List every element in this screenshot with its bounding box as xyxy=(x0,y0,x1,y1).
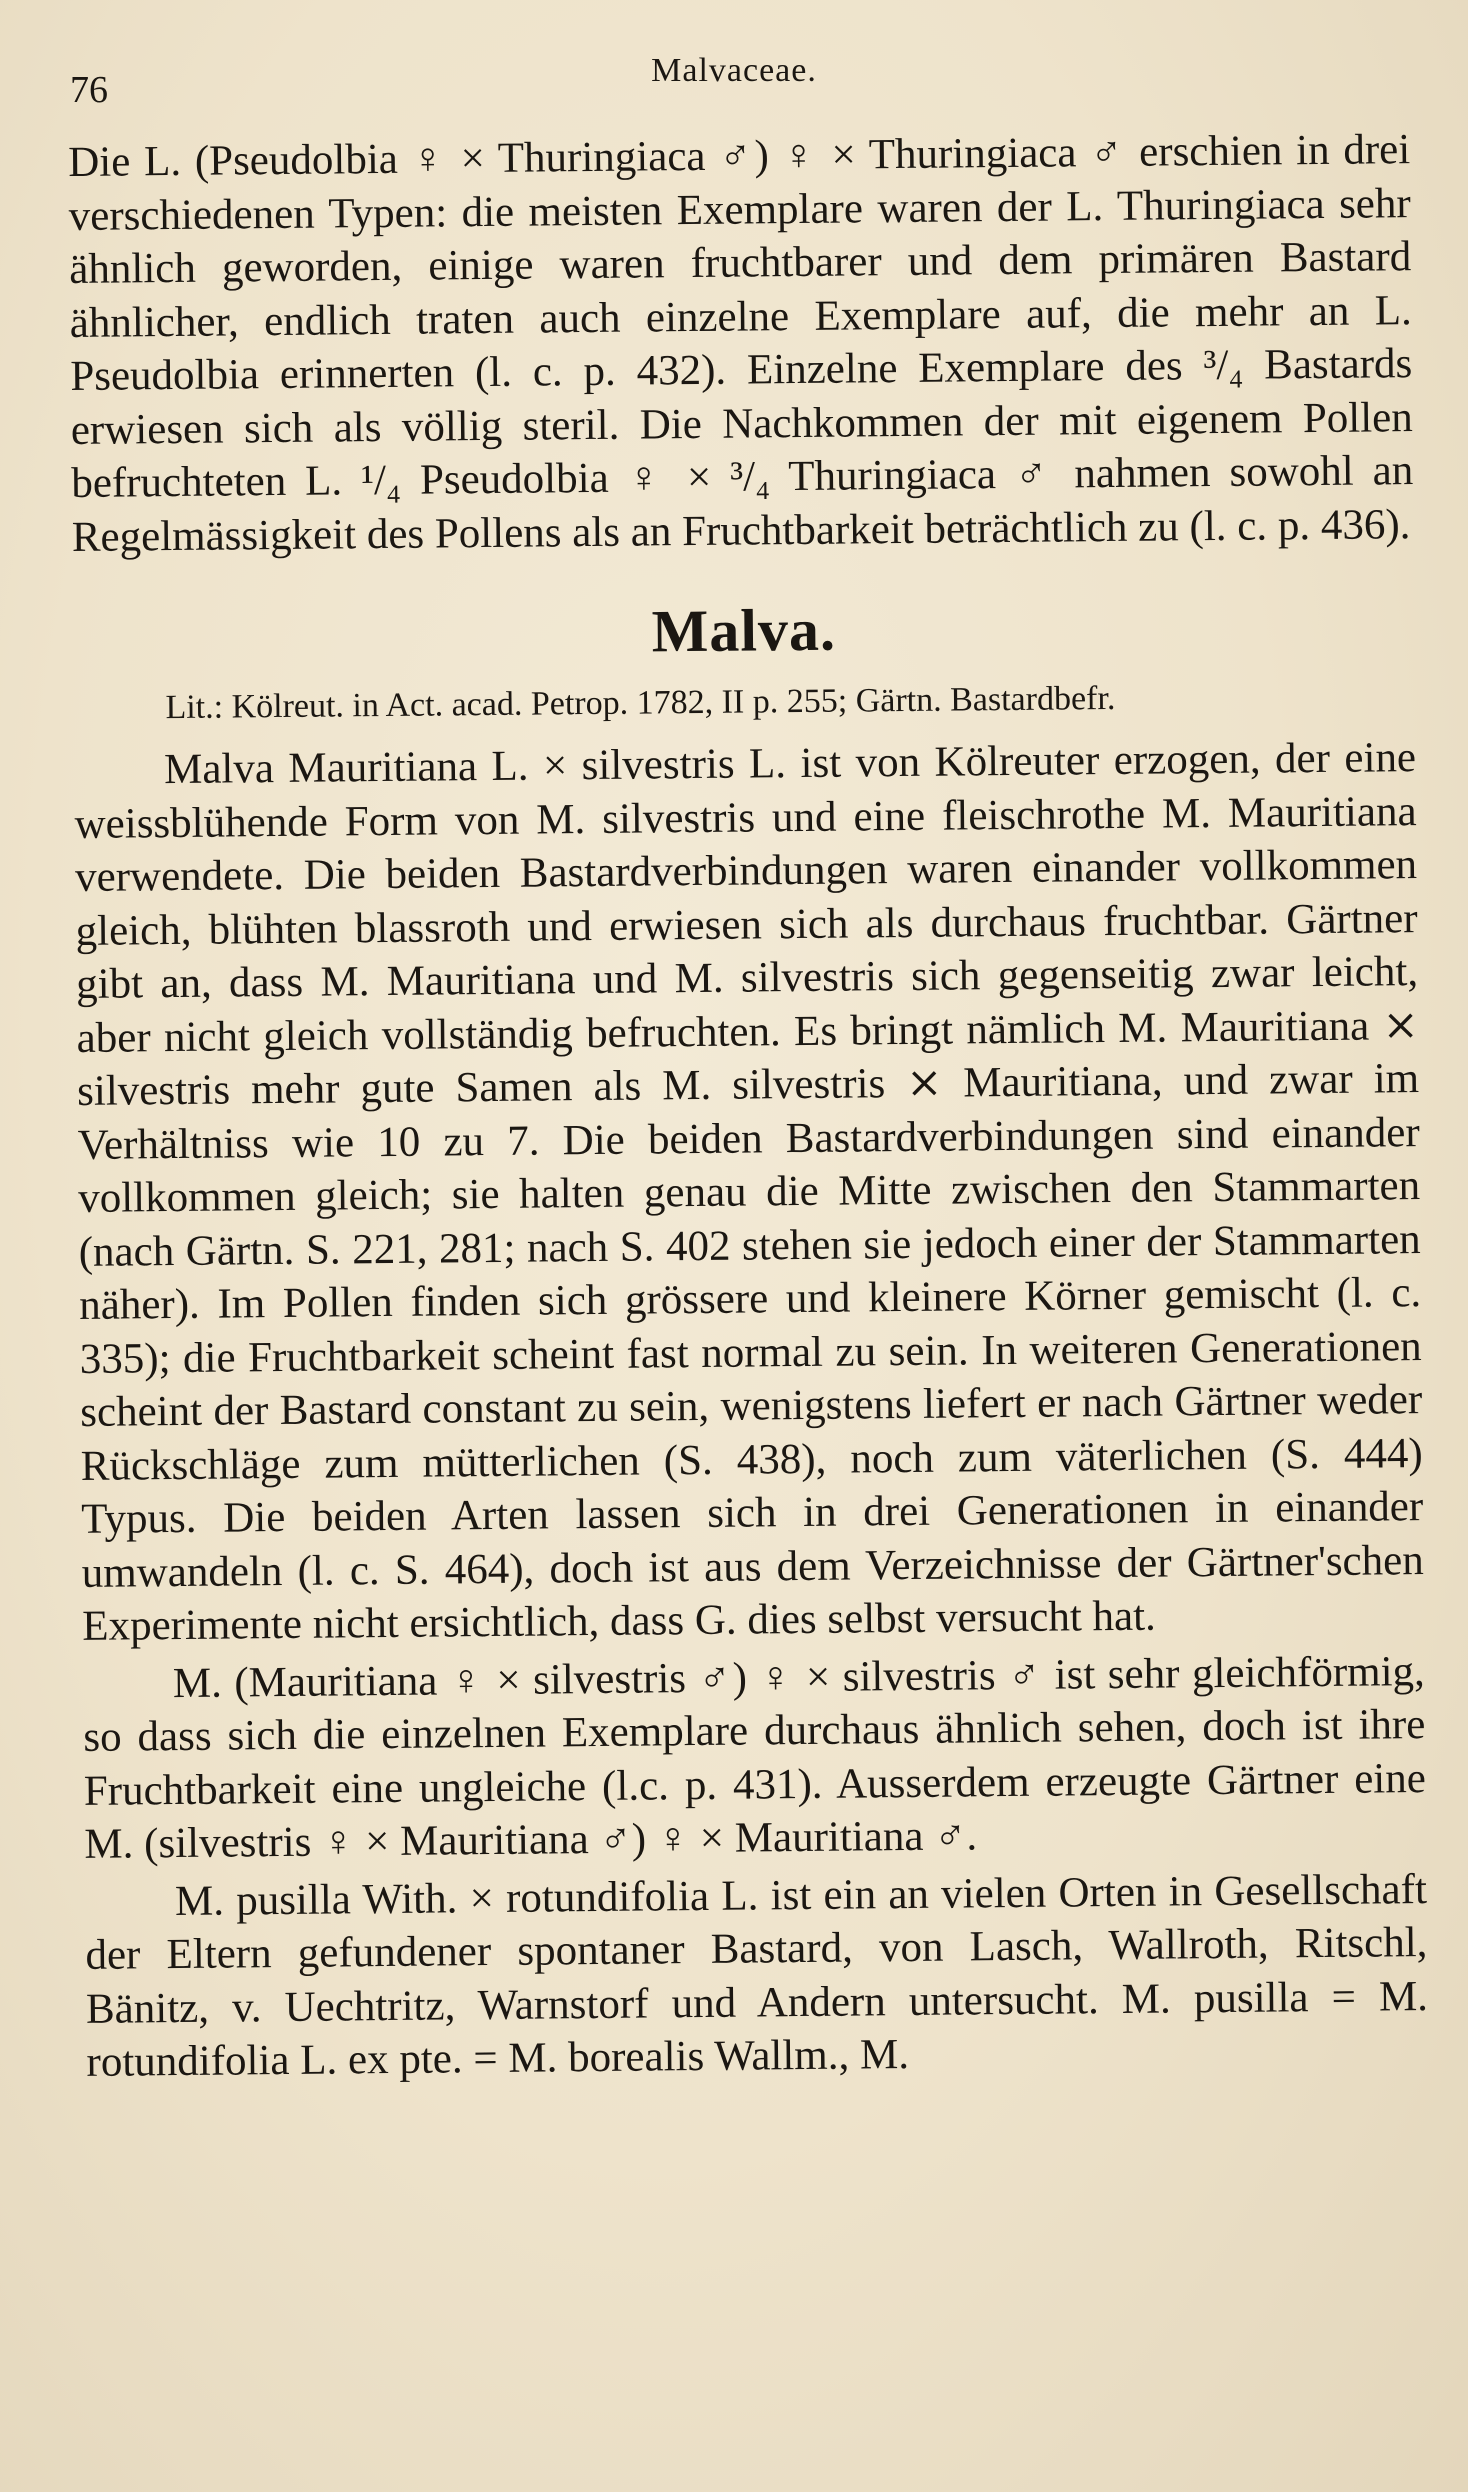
paragraph-mauritiana-silvestris: M. (Mauritiana ♀ × silvestris ♂) ♀ × silvestris ♂ ist sehr gleichförmig, so dass sich die einzelnen Exemplare durchaus ähnlich sehen, doch ist ihre Fruchtbarkeit eine ungleiche (l.c. p. 431). Ausserdem erzeugte Gärtner eine M. (silvestris ♀ × Mauritiana ♂) ♀ × Mauritiana ♂. xyxy=(83,1647,1427,1868)
paragraph-malva-mauritiana: Malva Mauritiana L. × silvestris L. ist von Kölreuter erzogen, der eine weissblühende Form von M. silvestris und eine fleischrothe M. Mauritiana verwendete. Die beiden Bastardverbindungen waren einander vollkommen gleich, blühten blassroth und erwiesen sich als durchaus fruchtbar. Gärtner gibt an, dass M. Mauritiana und M. silvestris sich gegenseitig zwar leicht, aber nicht gleich vollständig befruchten. Es bringt nämlich M. Mauritiana ⨯ silvestris mehr gute Samen als M. silvestris ⨯ Mauritiana, und zwar im Verhältniss wie 10 zu 7. Die beiden Bastardverbindungen sind einander vollkommen gleich; sie halten genau die Mitte zwischen den Stammarten (nach Gärtn. S. 221, 281; nach S. 402 stehen sie jedoch einer der Stammarten näher). Im Pollen finden sich grössere und kleinere Körner gemischt (l. c. 335); die Fruchtbarkeit scheint fast normal zu sein. In weiteren Generationen scheint der Bastard constant zu sein, wenigstens liefert er nach Gärtner weder Rückschläge zum mütterlichen (S. 438), noch zum väterlichen (S. 444) Typus. Die beiden Arten lassen sich in drei Generationen in einander umwandeln (l. c. S. 464), doch ist aus dem Verzeichnisse der Gärtner'schen Experimente nicht ersichtlich, dass G. dies selbst versucht hat. xyxy=(74,734,1424,1650)
body-text xyxy=(68,123,1429,2089)
section-title: Malva. xyxy=(651,596,837,665)
running-head: Malvaceae. xyxy=(651,52,817,89)
page-number: 76 xyxy=(70,69,108,111)
paragraph-thuringiaca: Die L. (Pseudolbia ♀ × Thuringiaca ♂) ♀ × Thuringiaca ♂ erschien in drei verschiedenen Typen: die meisten Exemplare waren der L. Thuringiaca sehr ähnlich geworden, einige waren fruchtbarer und dem primären Bastard ähnlicher, endlich traten auch einzelne Exemplare auf, die mehr an L. Pseudolbia erinnerten (l. c. p. 432). Einzelne Exemplare des ³/₄ Bastards erwiesen sich als völlig steril. Die Nachkommen der mit eigenem Pollen befruchteten L. ¹/₄ Pseudolbia ♀ × ³/₄ Thuringiaca ♂ nahmen sowohl an Regelmässigkeit des Pollens als an Fruchtbarkeit beträchtlich zu (l. c. p. 436). xyxy=(68,126,1414,561)
page-header xyxy=(70,40,1398,110)
paragraph-pusilla-rotundifolia: M. pusilla With. × rotundifolia L. ist ein an vielen Orten in Gesellschaft der Eltern gefundener spontaner Bastard, von Lasch, Wallroth, Ritschl, Bänitz, v. Uechtritz, Warnstorf und Andern untersucht. M. pusilla = M. rotundifolia L. ex pte. = M. borealis Wallm., M. xyxy=(85,1865,1429,2086)
literature-reference: Lit.: Kölreut. in Act. acad. Petrop. 1782, II p. 255; Gärtn. Bastardbefr. xyxy=(165,679,1116,727)
